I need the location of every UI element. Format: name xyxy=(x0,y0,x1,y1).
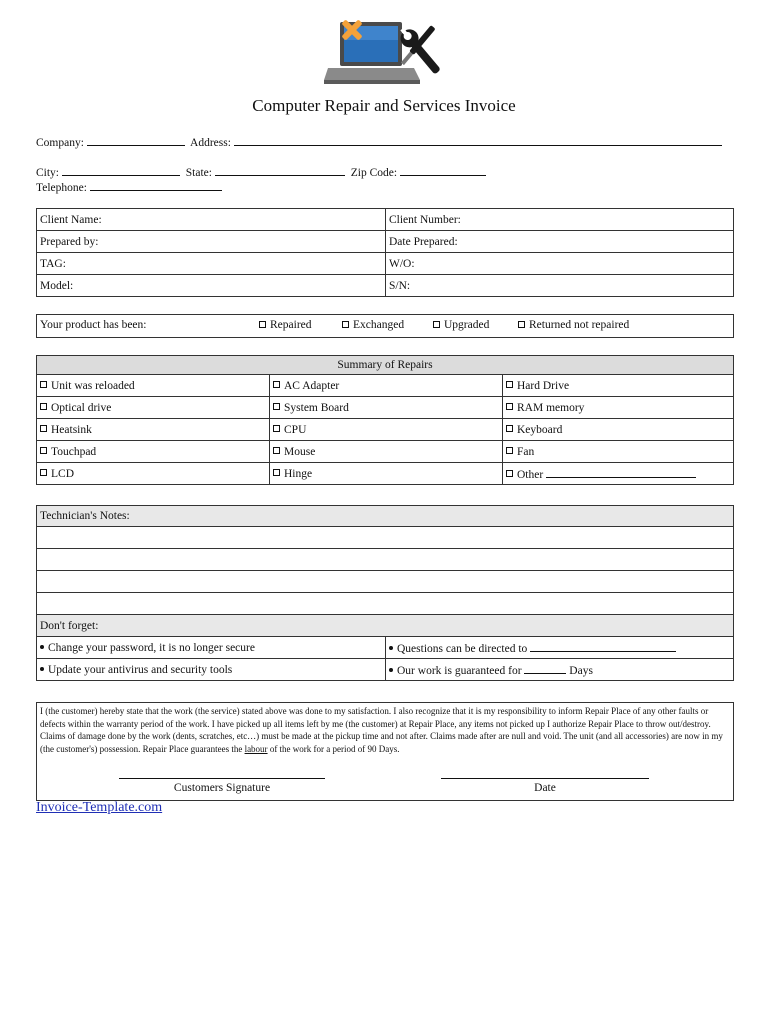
checkbox-icon[interactable] xyxy=(273,447,280,454)
repair-item[interactable]: Hinge xyxy=(270,463,503,485)
sn-cell[interactable]: S/N: xyxy=(386,275,734,297)
invoice-template-link[interactable]: Invoice-Template.com xyxy=(36,800,163,815)
notes-line-field[interactable] xyxy=(37,593,734,615)
notes-line xyxy=(37,571,734,593)
customer-signature-label: Customers Signature xyxy=(173,782,271,794)
table-row xyxy=(37,441,734,463)
contact-field[interactable] xyxy=(530,641,676,652)
bullet-icon xyxy=(40,645,44,649)
notes-heading-row xyxy=(37,506,734,527)
client-number-cell[interactable]: Client Number: xyxy=(386,209,734,231)
notes-line-field[interactable] xyxy=(37,571,734,593)
model-cell[interactable]: Model: xyxy=(37,275,386,297)
table-row xyxy=(37,419,734,441)
dont-forget-heading: Don't forget: xyxy=(37,615,734,637)
reminder-antivirus: Update your antivirus and security tools xyxy=(37,659,386,681)
checkbox-icon[interactable] xyxy=(273,381,280,388)
notes-line-field[interactable] xyxy=(37,549,734,571)
table-row xyxy=(37,253,734,275)
checkbox-icon[interactable] xyxy=(40,403,47,410)
dont-forget-row xyxy=(37,615,734,637)
bullet-icon xyxy=(40,667,44,671)
table-row xyxy=(37,659,734,681)
repair-item[interactable]: RAM memory xyxy=(503,397,734,419)
company-label: Company: xyxy=(36,137,84,149)
state-label: State: xyxy=(185,167,212,179)
bullet-icon xyxy=(389,646,393,650)
repair-item[interactable]: Touchpad xyxy=(37,441,270,463)
date-prepared-cell[interactable]: Date Prepared: xyxy=(386,231,734,253)
computer-repair-logo xyxy=(324,16,442,86)
table-row xyxy=(37,275,734,297)
company-row xyxy=(36,134,725,149)
customer-signature-line[interactable] xyxy=(119,778,325,779)
bullet-icon xyxy=(389,668,393,672)
disclaimer-box xyxy=(36,702,734,801)
table-row xyxy=(37,375,734,397)
repair-item[interactable]: Hard Drive xyxy=(503,375,734,397)
notes-line xyxy=(37,527,734,549)
checkbox-icon[interactable] xyxy=(506,470,513,477)
telephone-field[interactable] xyxy=(90,179,222,191)
table-row xyxy=(37,637,734,659)
checkbox-icon[interactable] xyxy=(506,447,513,454)
notes-line xyxy=(37,593,734,615)
table-row xyxy=(37,463,734,485)
telephone-label: Telephone: xyxy=(36,182,87,194)
checkbox-icon[interactable] xyxy=(506,425,513,432)
table-row xyxy=(37,397,734,419)
checkbox-icon[interactable] xyxy=(40,381,47,388)
address-label: Address: xyxy=(190,137,231,149)
notes-heading: Technician's Notes: xyxy=(37,506,734,527)
summary-heading-row xyxy=(37,356,734,375)
repair-item[interactable]: Other xyxy=(503,463,734,485)
telephone-row xyxy=(36,179,225,194)
summary-of-repairs-table xyxy=(36,355,734,485)
checkbox-icon[interactable] xyxy=(273,469,280,476)
summary-heading: Summary of Repairs xyxy=(37,356,734,375)
repair-item[interactable]: CPU xyxy=(270,419,503,441)
other-field[interactable] xyxy=(546,467,696,478)
technician-notes-table xyxy=(36,505,734,681)
checkbox-icon[interactable] xyxy=(259,321,266,328)
notes-line-field[interactable] xyxy=(37,527,734,549)
product-status-label: Your product has been: xyxy=(40,319,147,331)
prepared-by-cell[interactable]: Prepared by: xyxy=(37,231,386,253)
repair-item[interactable]: AC Adapter xyxy=(270,375,503,397)
checkbox-icon[interactable] xyxy=(40,447,47,454)
repair-item[interactable]: System Board xyxy=(270,397,503,419)
address-field[interactable] xyxy=(234,134,722,146)
option-repaired[interactable]: Repaired xyxy=(259,319,312,331)
invoice-title: Computer Repair and Services Invoice xyxy=(252,96,516,115)
city-label: City: xyxy=(36,167,60,179)
city-row xyxy=(36,164,489,179)
repair-item[interactable]: Optical drive xyxy=(37,397,270,419)
option-upgraded[interactable]: Upgraded xyxy=(433,319,489,331)
wo-cell[interactable]: W/O: xyxy=(386,253,734,275)
reminder-guarantee: Our work is guaranteed for Days xyxy=(386,659,734,681)
option-exchanged[interactable]: Exchanged xyxy=(342,319,404,331)
city-field[interactable] xyxy=(62,164,180,176)
notes-line xyxy=(37,549,734,571)
checkbox-icon[interactable] xyxy=(342,321,349,328)
labour-word: labour xyxy=(244,743,268,754)
date-signature-label: Date xyxy=(534,782,556,794)
repair-item[interactable]: Unit was reloaded xyxy=(37,375,270,397)
checkbox-icon[interactable] xyxy=(273,425,280,432)
reminder-questions: Questions can be directed to xyxy=(386,637,734,659)
checkbox-icon[interactable] xyxy=(518,321,525,328)
checkbox-icon[interactable] xyxy=(40,469,47,476)
repair-item[interactable]: Mouse xyxy=(270,441,503,463)
disclaimer-text: I (the customer) hereby state that the work (the service) stated above was done to my satisfaction. I also recognize that it is my responsibility to inform Repair Place of any other faults or defects within the warranty period of the work. I have picked up all items left by me (the customer) at Repair Place, any items not picked up I authorize Repair Place to throw out/destroy. Claims of damage done by the work (dents, scratches, etc…) must be made at the pickup time and not after. Claims made after are null and void. The unit (and all accessories) are now in my (the customer's) possession. Repair Place guarantees the labour of the work for a period of 90 Days. xyxy=(40,706,723,754)
guarantee-days-field[interactable] xyxy=(524,663,566,674)
checkbox-icon[interactable] xyxy=(273,403,280,410)
repair-item[interactable]: Fan xyxy=(503,441,734,463)
table-row xyxy=(37,209,734,231)
company-field[interactable] xyxy=(87,134,185,146)
tag-cell[interactable]: TAG: xyxy=(37,253,386,275)
zip-label: Zip Code: xyxy=(350,167,398,179)
option-returned-not-repaired[interactable]: Returned not repaired xyxy=(518,319,629,331)
client-name-cell[interactable]: Client Name: xyxy=(37,209,386,231)
checkbox-icon[interactable] xyxy=(506,381,513,388)
checkbox-icon[interactable] xyxy=(40,425,47,432)
checkbox-icon[interactable] xyxy=(433,321,440,328)
zip-field[interactable] xyxy=(400,164,486,176)
date-signature-line[interactable] xyxy=(441,778,649,779)
repair-item[interactable]: Keyboard xyxy=(503,419,734,441)
client-info-table xyxy=(36,208,734,297)
product-status-box xyxy=(36,314,734,338)
reminder-password: Change your password, it is no longer secure xyxy=(37,637,386,659)
repair-item[interactable]: LCD xyxy=(37,463,270,485)
table-row xyxy=(37,231,734,253)
checkbox-icon[interactable] xyxy=(506,403,513,410)
repair-item[interactable]: Heatsink xyxy=(37,419,270,441)
state-field[interactable] xyxy=(215,164,345,176)
